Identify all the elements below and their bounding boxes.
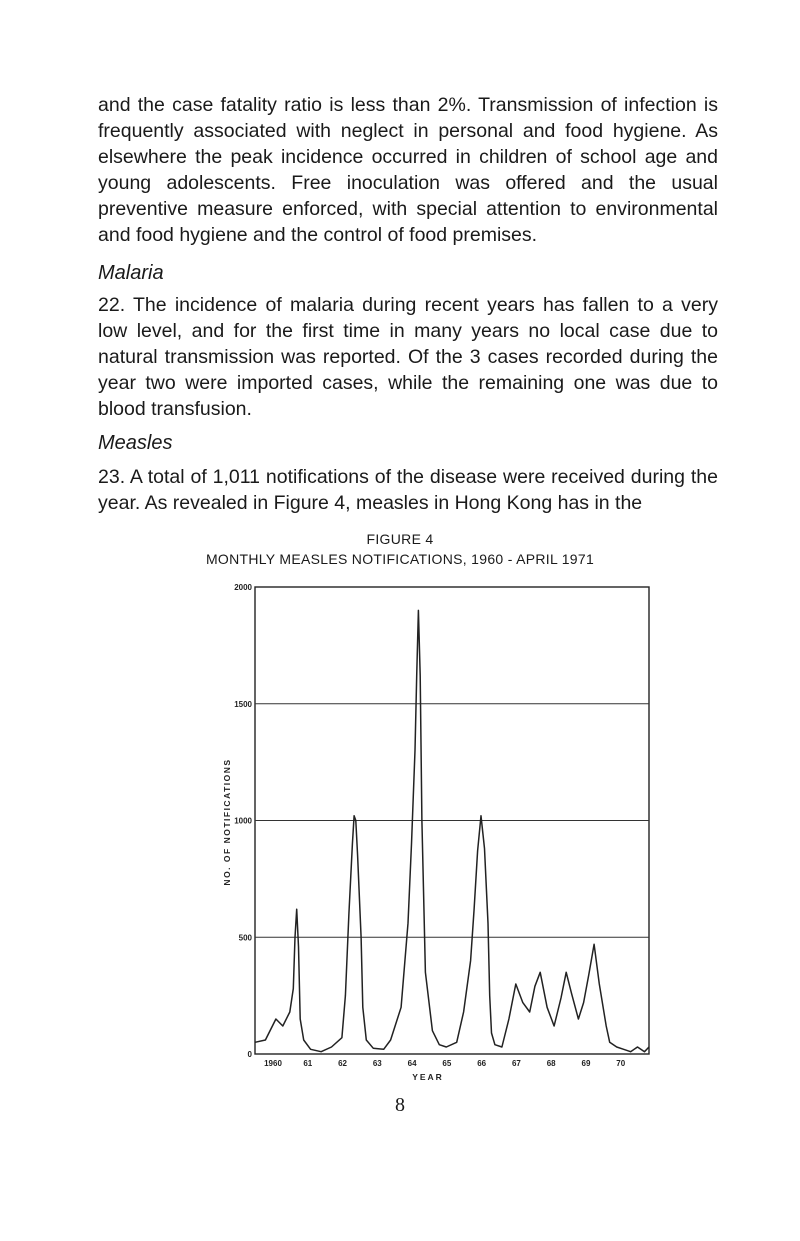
figure-title: MONTHLY MEASLES NOTIFICATIONS, 1960 - APRIL 1971 <box>205 551 595 567</box>
malaria-paragraph: 22. The incidence of malaria during recent years has fallen to a very low level, and for the first time in many years no local case due to natural transmission was reported. Of the 3 cases recorded during the year two were imported cases, while the remaining one was due to blood transfusion. <box>98 294 718 420</box>
x-tick-label: 64 <box>407 1059 417 1068</box>
x-tick-label: 63 <box>372 1059 382 1068</box>
y-tick-label: 1000 <box>234 816 252 826</box>
y-tick-label: 2000 <box>234 583 252 592</box>
x-tick-label: 66 <box>477 1059 487 1068</box>
x-axis-title: YEAR <box>412 1072 444 1082</box>
x-tick-label: 68 <box>546 1059 556 1068</box>
figure-label: FIGURE 4 <box>366 531 434 547</box>
x-tick-label: 70 <box>616 1059 626 1068</box>
x-tick-label: 69 <box>581 1059 591 1068</box>
x-tick-label: 67 <box>511 1059 521 1068</box>
x-tick-label: 61 <box>303 1059 313 1068</box>
measles-paragraph: 23. A total of 1,011 notifications of the disease were received during the year. As revealed in Figure 4, measles in Hong Kong has in the <box>98 466 718 514</box>
intro-paragraph: and the case fatality ratio is less than 2%. Transmission of infection is frequently associated with neglect in personal and food hygiene. As elsewhere the peak incidence occurred in children of school age and young adolescents. Free inoculation was offered and the usual preventive measure enforced, with special attention to environmental and food hygiene and the control of food premises. <box>98 94 718 246</box>
measles-heading: Measles <box>98 432 173 454</box>
y-tick-label: 1500 <box>234 699 252 709</box>
page-number: 8 <box>395 1094 405 1116</box>
y-axis-title: NO. OF NOTIFICATIONS <box>222 758 232 886</box>
x-tick-label: 62 <box>338 1059 348 1068</box>
malaria-heading: Malaria <box>98 262 164 284</box>
x-tick-label: 1960 <box>264 1059 282 1068</box>
y-tick-label: 0 <box>247 1050 252 1059</box>
series-line-measles <box>255 610 649 1051</box>
x-tick-label: 65 <box>442 1059 452 1068</box>
y-tick-label: 500 <box>238 933 252 943</box>
